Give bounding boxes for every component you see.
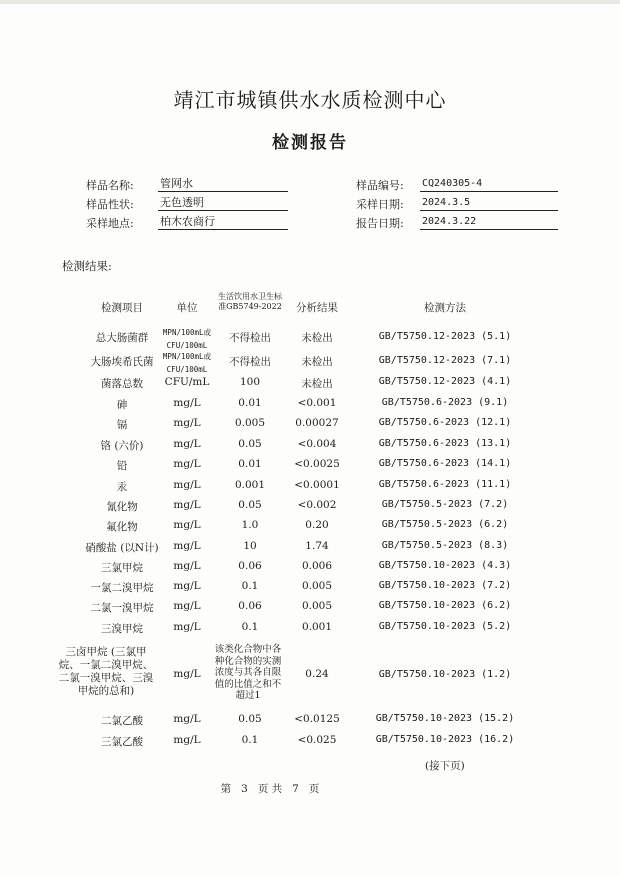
header-limit: 生活饮用水卫生标准GB5749-2022 [218, 292, 282, 311]
pager-prefix: 第 [220, 783, 232, 795]
table-row [0, 350, 620, 374]
row-unit: mg/L [173, 668, 201, 680]
row-result: 0.005 [301, 580, 333, 592]
row-item: 总大肠菌群 [95, 332, 149, 344]
row-limit: 0.05 [238, 713, 262, 725]
row-result: 0.005 [301, 600, 333, 612]
row-method: GB/T5750.12-2023 (7.1) [378, 355, 512, 366]
row-limit: 0.01 [238, 458, 262, 470]
row-method: GB/T5750.6-2023 (13.1) [378, 438, 512, 449]
row-limit: 0.01 [238, 397, 262, 409]
sample-id-value: CQ240305-4 [420, 177, 558, 192]
row-limit: 100 [239, 376, 261, 388]
row-limit: 1.0 [241, 519, 259, 531]
report-date-label: 报告日期: [356, 217, 404, 230]
row-method: GB/T5750.10-2023 (6.2) [378, 600, 512, 611]
row-unit: CFU/mL [164, 376, 210, 388]
row-item: 三溴甲烷 [101, 623, 143, 635]
row-result: <0.0125 [294, 713, 340, 725]
header-result: 分析结果 [296, 302, 338, 314]
row-limit: 该类化合物中各种化合物的实测浓度与其各自限值的比值之和不超过1 [214, 644, 282, 701]
row-item: 二氯乙酸 [101, 715, 143, 727]
row-method: GB/T5750.10-2023 (15.2) [375, 713, 515, 724]
row-item: 大肠埃希氏菌 [90, 356, 154, 368]
row-result: 0.006 [301, 560, 333, 572]
header-method: 检测方法 [424, 302, 466, 314]
pager-suffix: 页 [308, 783, 320, 795]
table-row [0, 326, 620, 350]
row-unit: MPN/100mL或CFU/100mL [162, 328, 212, 350]
header-unit: 单位 [176, 302, 198, 314]
row-method: GB/T5750.5-2023 (7.2) [381, 499, 509, 510]
row-result: 0.001 [301, 621, 333, 633]
row-result: <0.001 [297, 397, 337, 409]
row-limit: 0.1 [241, 621, 259, 633]
row-method: GB/T5750.10-2023 (1.2) [378, 669, 512, 680]
row-unit: mg/L [173, 560, 201, 572]
sample-date-label: 采样日期: [356, 198, 404, 211]
row-result: <0.025 [297, 734, 337, 746]
row-unit: mg/L [173, 438, 201, 450]
sample-id-label: 样品编号: [356, 179, 404, 192]
row-limit: 0.005 [234, 417, 266, 429]
row-result: 未检出 [301, 332, 333, 344]
row-method: GB/T5750.10-2023 (5.2) [378, 621, 512, 632]
organization-name: 靖江市城镇供水水质检测中心 [173, 88, 447, 112]
row-limit: 10 [243, 540, 257, 552]
row-item: 一氯二溴甲烷 [90, 582, 154, 594]
row-result: <0.0001 [294, 479, 340, 491]
header-item: 检测项目 [101, 302, 143, 314]
row-item: 汞 [116, 481, 128, 493]
row-unit: mg/L [173, 713, 201, 725]
row-item: 菌落总数 [101, 378, 143, 390]
row-method: GB/T5750.6-2023 (12.1) [378, 417, 512, 428]
row-limit: 0.06 [238, 600, 262, 612]
row-item: 氰化物 [106, 501, 138, 513]
row-method: GB/T5750.5-2023 (8.3) [381, 540, 509, 551]
row-result: 未检出 [301, 378, 333, 390]
pager-middle: 页 共 [257, 783, 283, 795]
report-title: 检测报告 [272, 133, 348, 153]
row-result: <0.0025 [294, 458, 340, 470]
row-limit: 不得检出 [229, 332, 271, 344]
row-result: 未检出 [301, 356, 333, 368]
row-unit: mg/L [173, 734, 201, 746]
pager-current: 3 [241, 783, 248, 795]
row-limit: 0.06 [238, 560, 262, 572]
row-item: 三氯甲烷 [101, 562, 143, 574]
sample-property-label: 样品性状: [86, 198, 134, 211]
results-label: 检测结果: [62, 259, 112, 273]
row-method: GB/T5750.6-2023 (11.1) [378, 479, 512, 490]
row-unit: mg/L [173, 580, 201, 592]
row-limit: 0.05 [238, 438, 262, 450]
row-unit: mg/L [173, 540, 201, 552]
row-unit: mg/L [173, 417, 201, 429]
row-method: GB/T5750.10-2023 (7.2) [378, 580, 512, 591]
row-item: 氟化物 [106, 521, 138, 533]
row-result: 0.20 [305, 519, 329, 531]
row-limit: 0.1 [241, 580, 259, 592]
row-limit: 不得检出 [229, 356, 271, 368]
row-limit: 0.05 [238, 499, 262, 511]
row-method: GB/T5750.12-2023 (4.1) [378, 376, 512, 387]
row-item: 铬 (六价) [100, 440, 144, 452]
row-method: GB/T5750.10-2023 (16.2) [375, 734, 515, 745]
row-method: GB/T5750.6-2023 (9.1) [381, 397, 509, 408]
row-unit: mg/L [173, 397, 201, 409]
row-item: 三氯乙酸 [101, 736, 143, 748]
row-result: 0.00027 [295, 417, 339, 429]
sample-name-value: 管网水 [158, 177, 288, 192]
row-result: 1.74 [305, 540, 329, 552]
sample-date-value: 2024.3.5 [420, 196, 558, 211]
continued-note: (接下页) [425, 760, 465, 772]
row-unit: mg/L [173, 479, 201, 491]
row-item: 硝酸盐 (以N计) [85, 542, 159, 554]
sample-name-label: 样品名称: [86, 179, 134, 192]
row-unit: mg/L [173, 458, 201, 470]
row-method: GB/T5750.6-2023 (14.1) [378, 458, 512, 469]
row-result: <0.002 [297, 499, 337, 511]
row-method: GB/T5750.10-2023 (4.3) [378, 560, 512, 571]
row-item: 铅 [116, 460, 128, 472]
row-method: GB/T5750.5-2023 (6.2) [381, 519, 509, 530]
row-limit: 0.1 [241, 734, 259, 746]
table-row [0, 644, 620, 706]
row-unit: mg/L [173, 621, 201, 633]
row-unit: MPN/100mL或CFU/100mL [162, 352, 212, 374]
row-unit: mg/L [173, 499, 201, 511]
row-result: 0.24 [305, 668, 329, 680]
sample-property-value: 无色透明 [158, 196, 288, 211]
row-method: GB/T5750.12-2023 (5.1) [378, 331, 512, 342]
row-unit: mg/L [173, 600, 201, 612]
scan-edge [0, 0, 620, 4]
pager-total: 7 [292, 783, 299, 795]
row-item: 三卤甲烷 (三氯甲烷、一氯二溴甲烷、二氯一溴甲烷、三溴甲烷的总和) [58, 646, 154, 697]
row-unit: mg/L [173, 519, 201, 531]
sample-location-label: 采样地点: [86, 217, 134, 230]
row-limit: 0.001 [234, 479, 266, 491]
row-result: <0.004 [297, 438, 337, 450]
row-item: 镉 [116, 419, 128, 431]
sample-location-value: 柏木农商行 [158, 215, 288, 230]
row-item: 砷 [116, 399, 128, 411]
report-date-value: 2024.3.22 [420, 215, 558, 230]
row-item: 二氯一溴甲烷 [90, 602, 154, 614]
page-number [0, 781, 540, 796]
